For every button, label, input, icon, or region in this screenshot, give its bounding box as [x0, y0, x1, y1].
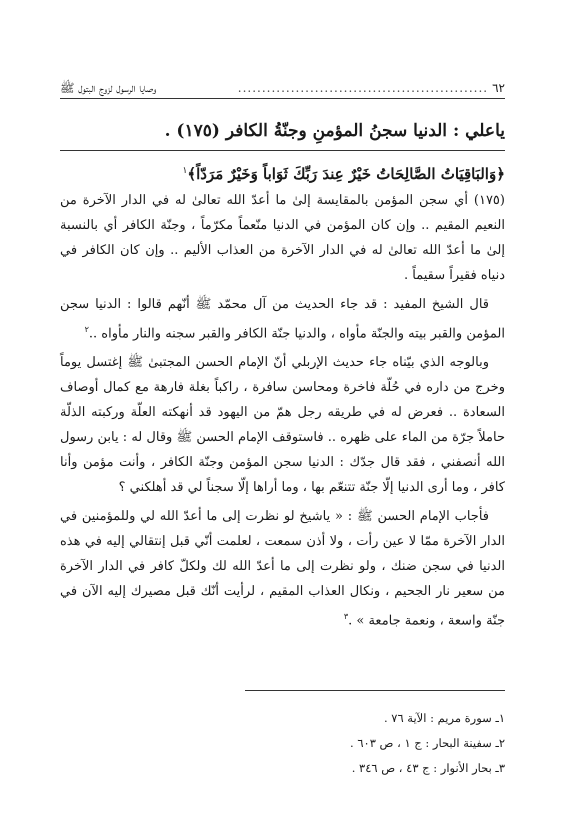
paragraph-irbili: [60, 350, 505, 500]
footnotes: [60, 706, 505, 781]
page-number: ٦٢: [492, 81, 505, 95]
paragraph-imam-answer: [60, 504, 505, 633]
section-title: ياعلي : الدنيا سجنُ المؤمنِ وجنّةُ الكافر (١٧٥) .: [164, 121, 505, 141]
footnote-ref: ٣: [343, 612, 349, 622]
footnote-ref: ١: [182, 166, 188, 176]
paragraph-text: قال الشيخ المفيد : قد جاء الحديث من آل محمّد ﷺ أنّهم قالوا : الدنيا سجن المؤمن والقبر بيته والجنّة مأواه ، والدنيا جنّة الكافر والقبر سجنه والنار مأواه ..: [60, 297, 505, 342]
footnote-item: ١ـ سورة مريم : الآية ٧٦ .: [383, 711, 505, 725]
running-title: وصايا الرسول لزوج البتول ﷺ: [60, 81, 157, 95]
paragraph-text: (١٧٥) أي سجن المؤمن بالمقايسة إلىٰ ما أعدّ الله تعالىٰ له في الدار الآخرة من النعيم المقيم .. وإن كان المؤمن في الدنيا منّعماً مكرّماً ، وجنّة الكافر أي بالنسبة إلىٰ ما أعدّ الله تعالىٰ له في الدار الآخرة من العذاب الأليم .. وإن كان الكافر في دنياه فقيراً سقيماً .: [60, 193, 505, 283]
paragraph-text: فأجاب الإمام الحسن ﷺ : « ياشيخ لو نظرت إلى ما أعدّ الله لي وللمؤمنين في الدار الآخرة ممّا لا عين رأت ، ولا أذن سمعت ، لعلمت أنّي قبل إنتقالي إليه في هذه الدنيا في سجن ضنك ، ولو نظرت إلى ما أعدّ الله لك ولكلّ كافر في الدار الآخرة من سعير نار الجحيم ، ونكال العذاب المقيم ، لرأيت أنّك قبل مصيرك إليه الآن في جنّة واسعة ، ونعمة جامعة » .: [60, 509, 505, 629]
paragraph-mufid: [60, 292, 505, 346]
main-text: [60, 188, 505, 638]
header-divider: [60, 98, 505, 99]
title-divider: [60, 150, 505, 151]
footnote-item: ٣ـ بحار الأنوار : ج ٤٣ ، ص ٣٤٦ .: [351, 761, 505, 775]
paragraph-text: وبالوجه الذي بيّناه جاء حديث الإربلي أنّ الإمام الحسن المجتبىٰ ﷺ إغتسل يوماً وخرج من داره في حُلّة فاخرة ومحاسن سافرة ، راكباً بغلة فارهة مع كمال أوصاف السعادة .. فعرض له في طريقه رجل همّ من اليهود قد أنهكته العلّة وركبته الذلّة حاملاً جرّة من الماء على ظهره .. فاستوقف الإمام الحسن ﷺ وقال له : يابن رسول الله أنصفني ، فقد قال جدّك : الدنيا سجن المؤمن وجنّة الكافر ، وأنت مؤمن وأنا كافر ، وما أرى الدنيا إلّا جنّة تتنعّم بها ، وما أراها إلّا سجناً لي قد أهلكني ؟: [60, 355, 505, 496]
paragraph-commentary: [60, 188, 505, 288]
verse-text: ﴿وَالبَاقِيَاتُ الصَّالِحَاتُ خَيْرٌ عِندَ رَبِّكَ ثَوَاباً وَخَيْرٌ مَرَدّاً﴾: [187, 165, 505, 183]
footnote-ref: ٢: [84, 325, 89, 334]
quran-verse: [60, 158, 505, 187]
footnote-divider: [245, 690, 505, 691]
running-header: [60, 78, 505, 98]
header-dot-leader: ....................................................: [237, 81, 489, 95]
footnote-item: ٢ـ سفينة البحار : ج ١ ، ص ٦٠٣ .: [350, 736, 505, 750]
